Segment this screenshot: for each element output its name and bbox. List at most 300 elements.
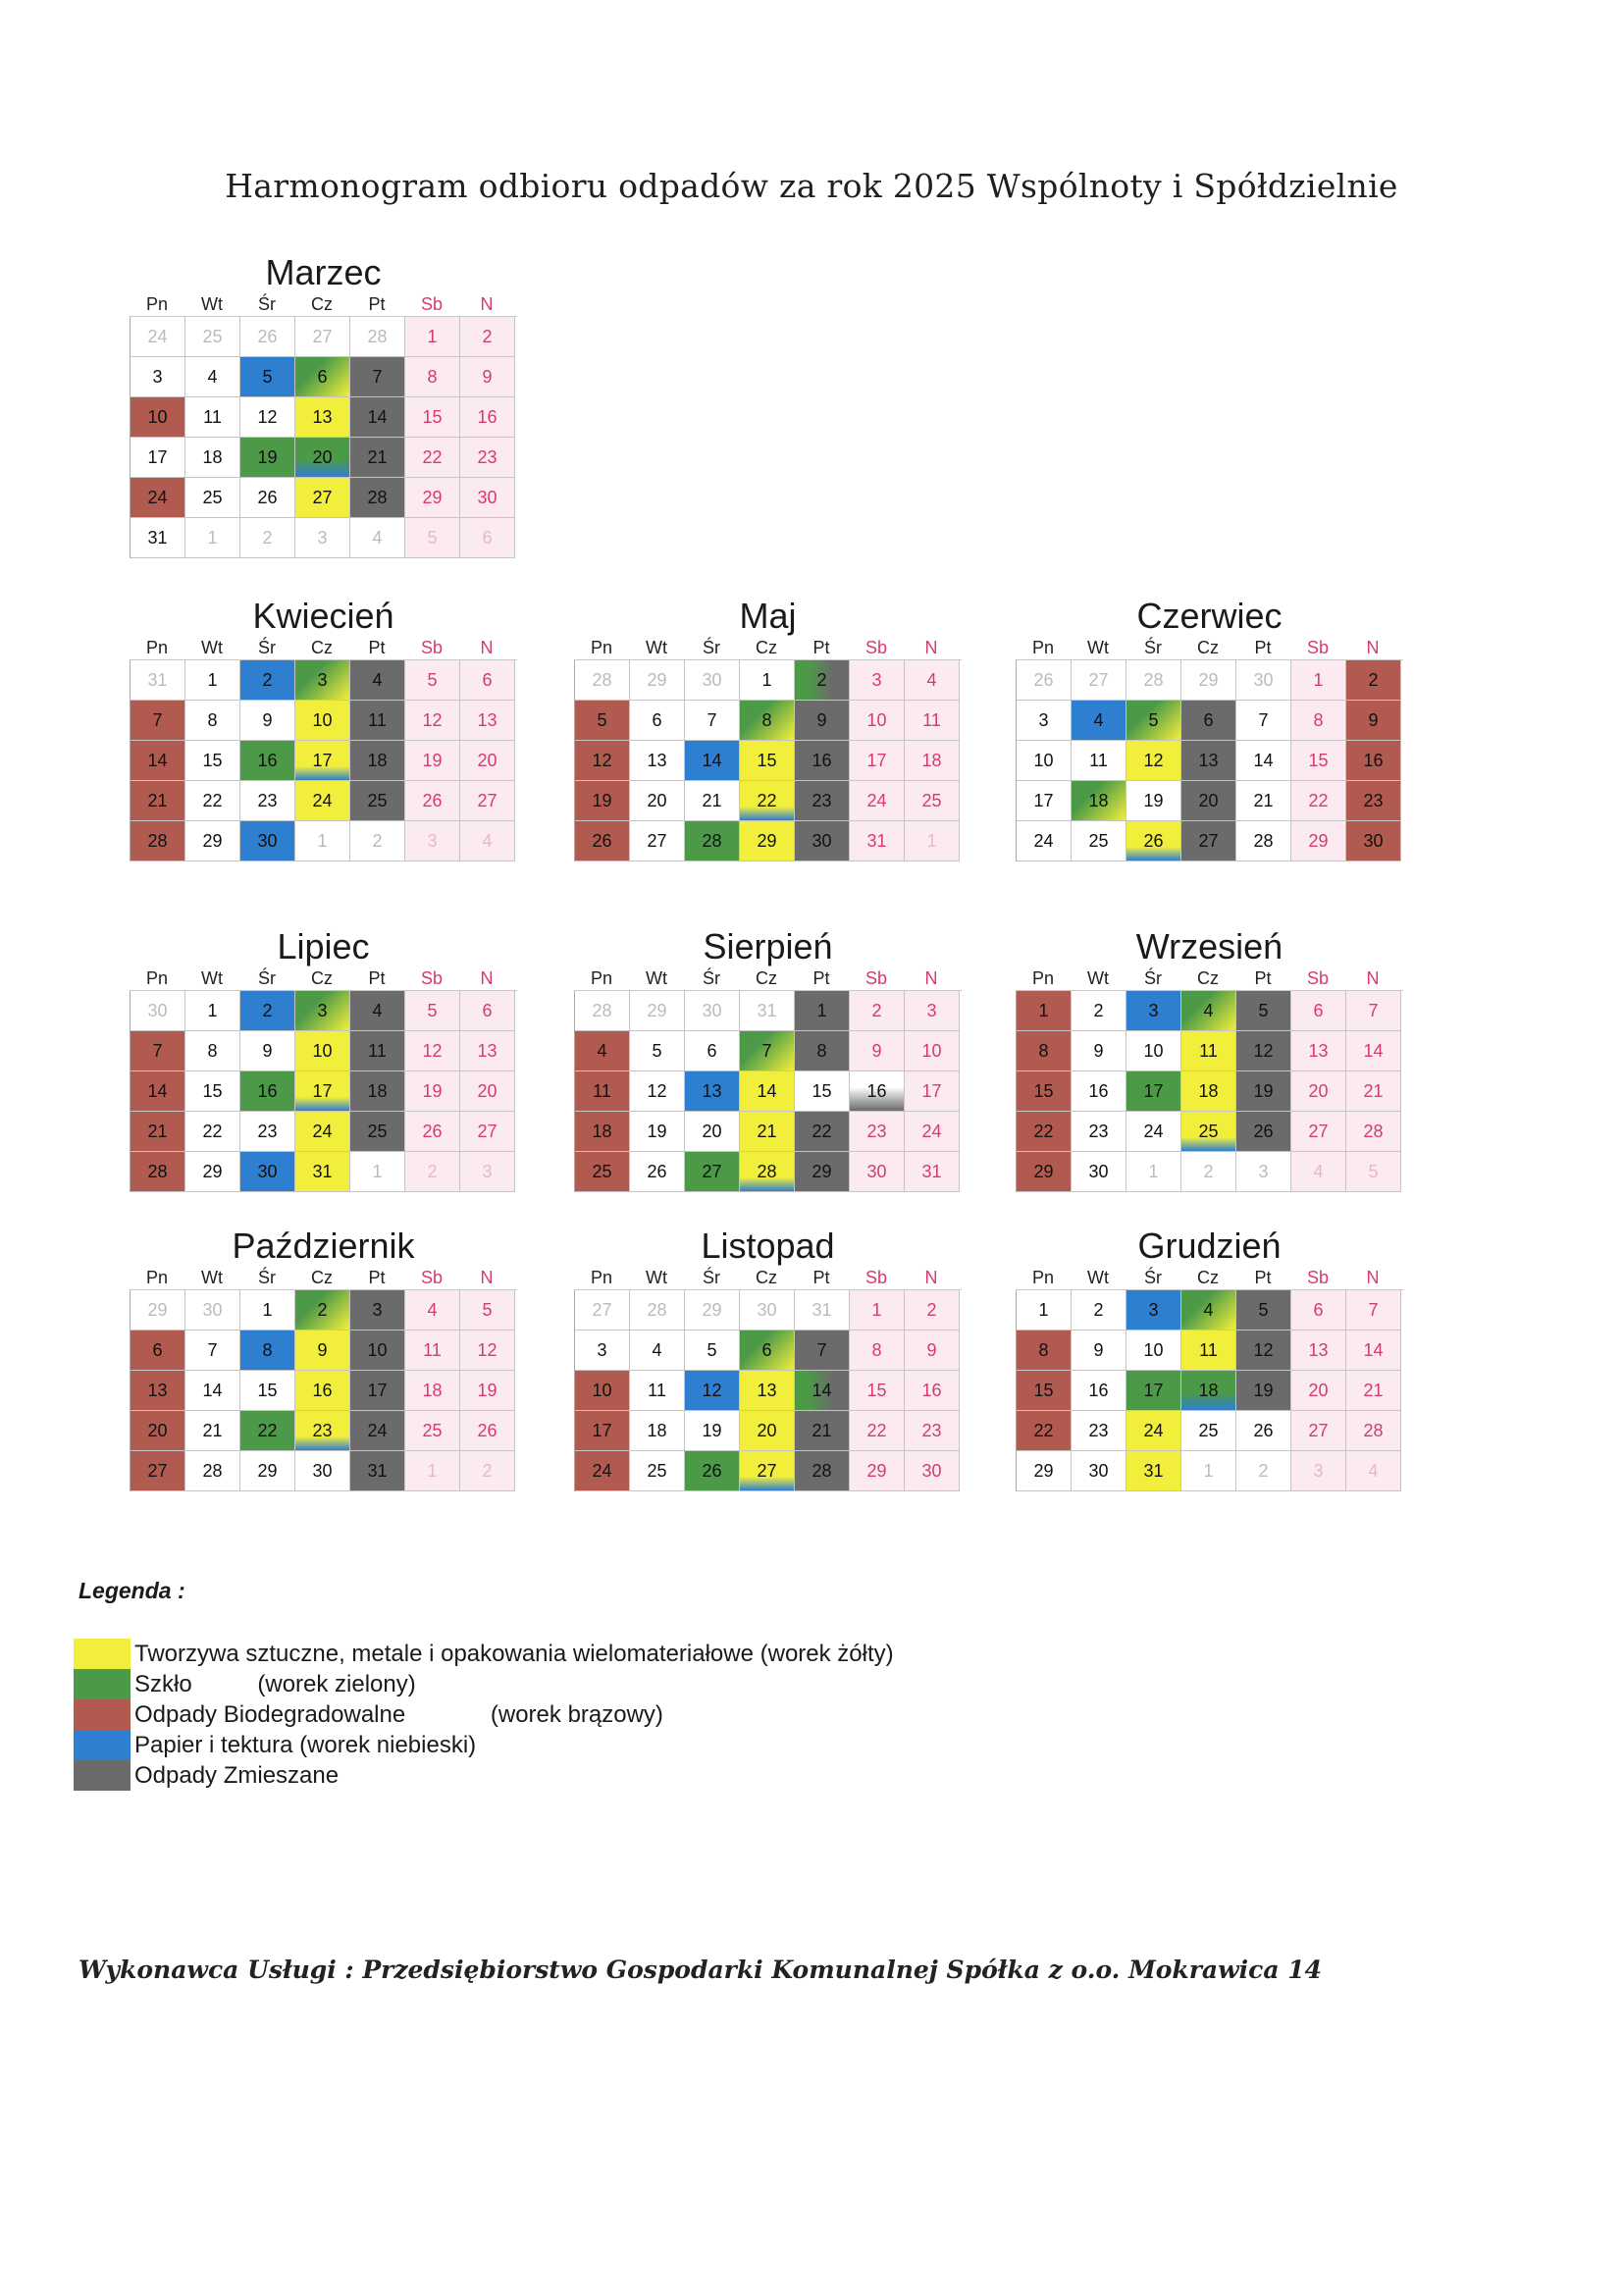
- calendar-day: 1: [795, 991, 850, 1031]
- calendar-day: 29: [405, 478, 460, 518]
- calendar-day: 20: [131, 1411, 185, 1451]
- calendar-day: 16: [1346, 741, 1401, 781]
- calendar-day: 31: [850, 821, 905, 861]
- calendar-day: 21: [1346, 1371, 1401, 1411]
- weekday-label: Wt: [201, 294, 223, 314]
- weekday-header: [130, 292, 517, 317]
- calendar-day: 4: [905, 660, 960, 701]
- calendar-day: 20: [630, 781, 685, 821]
- calendar-day: 27: [1181, 821, 1236, 861]
- calendar-day: 14: [1346, 1331, 1401, 1371]
- month-calendar: [1016, 597, 1403, 861]
- month-name: Kwiecień: [252, 596, 394, 636]
- weekday-label: N: [1366, 638, 1380, 657]
- weekday-label: Pn: [1031, 638, 1055, 657]
- calendar-day: 29: [795, 1152, 850, 1192]
- calendar-day-outside: 30: [131, 991, 185, 1031]
- calendar-day: 4: [1181, 991, 1236, 1031]
- calendar-day: 16: [1072, 1371, 1126, 1411]
- calendar-day: 6: [630, 701, 685, 741]
- calendar-day: 24: [131, 478, 185, 518]
- month-name: Listopad: [701, 1226, 835, 1266]
- calendar-day: 6: [1181, 701, 1236, 741]
- calendar-day: 19: [1236, 1071, 1291, 1112]
- calendar-day: 7: [185, 1331, 240, 1371]
- calendar-day: 2: [1346, 660, 1401, 701]
- calendar-day: 8: [1291, 701, 1346, 741]
- calendar-day: 5: [405, 991, 460, 1031]
- calendar-day-outside: 1: [405, 1451, 460, 1491]
- calendar-day: 30: [240, 821, 295, 861]
- calendar-day: 17: [131, 438, 185, 478]
- calendar-day: 18: [1181, 1371, 1236, 1411]
- weekday-header: [574, 636, 962, 660]
- weekday-label: Cz: [1197, 638, 1219, 657]
- calendar-day: 11: [575, 1071, 630, 1112]
- calendar-day: 24: [905, 1112, 960, 1152]
- month-calendar: [1016, 927, 1403, 1192]
- calendar-day: 23: [1072, 1112, 1126, 1152]
- calendar-day: 19: [240, 438, 295, 478]
- legend-label: Odpady Biodegradowalne (worek brązowy): [134, 1700, 663, 1728]
- calendar-day: 18: [1072, 781, 1126, 821]
- calendar-day: 15: [740, 741, 795, 781]
- calendar-day: 8: [1017, 1331, 1072, 1371]
- weekday-label: N: [480, 638, 494, 657]
- weekday-label: Wt: [646, 638, 667, 657]
- calendar-day: 18: [630, 1411, 685, 1451]
- calendar-day: 2: [850, 991, 905, 1031]
- calendar-day: 30: [295, 1451, 350, 1491]
- calendar-day: 14: [740, 1071, 795, 1112]
- weekday-label: Sb: [864, 1268, 888, 1287]
- weekday-label: Sb: [1306, 968, 1330, 988]
- weekday-label: Sb: [420, 1268, 444, 1287]
- calendar-day: 29: [1017, 1451, 1072, 1491]
- calendar-day: 24: [295, 1112, 350, 1152]
- calendar-day-outside: 31: [131, 660, 185, 701]
- calendar-day: 5: [630, 1031, 685, 1071]
- calendar-day: 17: [850, 741, 905, 781]
- weekday-label: N: [924, 1268, 938, 1287]
- calendar-day: 5: [460, 1290, 515, 1331]
- calendar-day-outside: 29: [630, 991, 685, 1031]
- weekday-label: Pn: [145, 968, 169, 988]
- page-title: Harmonogram odbioru odpadów za rok 2025 Wspólnoty i Spółdzielnie: [225, 167, 1398, 205]
- calendar-day: 8: [185, 701, 240, 741]
- weekday-label: Cz: [756, 968, 777, 988]
- calendar-day: 10: [131, 397, 185, 438]
- calendar-day-outside: 28: [630, 1290, 685, 1331]
- calendar-day: 22: [1291, 781, 1346, 821]
- calendar-day: 18: [575, 1112, 630, 1152]
- calendar-day: 19: [405, 1071, 460, 1112]
- weekday-label: Pt: [1254, 1268, 1272, 1287]
- calendar-day: 24: [1017, 821, 1072, 861]
- calendar-day: 1: [405, 317, 460, 357]
- calendar-day: 10: [295, 701, 350, 741]
- calendar-day: 22: [185, 1112, 240, 1152]
- calendar-day: 25: [185, 478, 240, 518]
- weekday-label: Pt: [812, 968, 830, 988]
- calendar-day: 3: [1126, 991, 1181, 1031]
- calendar-day-outside: 2: [1236, 1451, 1291, 1491]
- calendar-day: 29: [1291, 821, 1346, 861]
- calendar-day-outside: 1: [905, 821, 960, 861]
- calendar-day: 17: [575, 1411, 630, 1451]
- month-name: Wrzesień: [1135, 926, 1283, 966]
- calendar-day: 28: [1346, 1112, 1401, 1152]
- calendar-day: 28: [1346, 1411, 1401, 1451]
- calendar-day: 22: [405, 438, 460, 478]
- month-calendar: [130, 927, 517, 1192]
- weekday-label: Wt: [201, 638, 223, 657]
- month-name: Grudzień: [1137, 1226, 1282, 1266]
- calendar-day: 25: [350, 1112, 405, 1152]
- calendar-day-outside: 1: [185, 518, 240, 558]
- weekday-label: N: [480, 1268, 494, 1287]
- calendar-day: 10: [1017, 741, 1072, 781]
- calendar-day: 5: [1236, 991, 1291, 1031]
- calendar-day: 3: [575, 1331, 630, 1371]
- calendar-day: 10: [905, 1031, 960, 1071]
- calendar-day: 4: [630, 1331, 685, 1371]
- calendar-day: 20: [1181, 781, 1236, 821]
- calendar-day: 16: [905, 1371, 960, 1411]
- calendar-day: 12: [1126, 741, 1181, 781]
- calendar-day: 20: [460, 741, 515, 781]
- calendar-day: 14: [350, 397, 405, 438]
- calendar-day-outside: 30: [1236, 660, 1291, 701]
- calendar-day: 6: [1291, 991, 1346, 1031]
- calendar-day: 19: [630, 1112, 685, 1152]
- calendar-day-outside: 28: [1126, 660, 1181, 701]
- calendar-day: 26: [240, 478, 295, 518]
- calendar-day: 28: [685, 821, 740, 861]
- calendar-day: 14: [795, 1371, 850, 1411]
- calendar-day: 29: [850, 1451, 905, 1491]
- weekday-label: N: [480, 294, 494, 314]
- calendar-day: 15: [795, 1071, 850, 1112]
- calendar-day: 29: [740, 821, 795, 861]
- weekday-label: Wt: [646, 1268, 667, 1287]
- calendar-day: 11: [1072, 741, 1126, 781]
- calendar-day: 23: [240, 1112, 295, 1152]
- calendar-day: 7: [1346, 991, 1401, 1031]
- weekday-label: Sb: [1306, 1268, 1330, 1287]
- calendar-day: 18: [1181, 1071, 1236, 1112]
- calendar-day: 8: [795, 1031, 850, 1071]
- calendar-day: 3: [1126, 1290, 1181, 1331]
- footer-contractor: Wykonawca Usługi : Przedsiębiorstwo Gospodarki Komunalnej Spółka z o.o. Mokrawica 14: [79, 1956, 1323, 1984]
- calendar-day: 22: [1017, 1411, 1072, 1451]
- calendar-day: 2: [905, 1290, 960, 1331]
- month-calendar: [130, 597, 517, 861]
- calendar-day: 28: [131, 1152, 185, 1192]
- legend-label: Tworzywa sztuczne, metale i opakowania wielomateriałowe (worek żółty): [134, 1640, 894, 1667]
- calendar-day: 28: [740, 1152, 795, 1192]
- weekday-label: Sb: [1306, 638, 1330, 657]
- weekday-label: N: [924, 638, 938, 657]
- weekday-label: Śr: [258, 1268, 276, 1287]
- calendar-day: 9: [795, 701, 850, 741]
- calendar-day: 12: [685, 1371, 740, 1411]
- calendar-day: 3: [350, 1290, 405, 1331]
- calendar-day: 30: [795, 821, 850, 861]
- calendar-day: 4: [185, 357, 240, 397]
- calendar-day: 8: [850, 1331, 905, 1371]
- calendar-day-outside: 25: [185, 317, 240, 357]
- calendar-day: 14: [131, 741, 185, 781]
- calendar-day: 27: [460, 781, 515, 821]
- calendar-day-outside: 30: [185, 1290, 240, 1331]
- calendar-day: 19: [685, 1411, 740, 1451]
- month-days-grid: [1016, 991, 1403, 1192]
- calendar-day: 21: [185, 1411, 240, 1451]
- legend-swatch-brown: [74, 1699, 131, 1730]
- calendar-day: 23: [460, 438, 515, 478]
- calendar-day: 7: [1346, 1290, 1401, 1331]
- month-name: Sierpień: [703, 926, 833, 966]
- calendar-day: 25: [1072, 821, 1126, 861]
- month-name: Maj: [739, 596, 797, 636]
- calendar-day: 23: [850, 1112, 905, 1152]
- calendar-day: 2: [295, 1290, 350, 1331]
- calendar-day: 3: [295, 660, 350, 701]
- weekday-label: Pn: [145, 294, 169, 314]
- legend-label: Szkło (worek zielony): [134, 1670, 416, 1697]
- calendar-day: 9: [295, 1331, 350, 1371]
- legend-swatch-blue: [74, 1730, 131, 1760]
- calendar-day-outside: 29: [1181, 660, 1236, 701]
- calendar-day: 15: [850, 1371, 905, 1411]
- month-days-grid: [574, 1290, 962, 1491]
- calendar-day-outside: 27: [575, 1290, 630, 1331]
- calendar-day: 4: [350, 991, 405, 1031]
- calendar-day: 30: [905, 1451, 960, 1491]
- calendar-day: 19: [1236, 1371, 1291, 1411]
- calendar-day: 13: [685, 1071, 740, 1112]
- calendar-day: 13: [740, 1371, 795, 1411]
- calendar-day: 5: [240, 357, 295, 397]
- calendar-day: 2: [1072, 991, 1126, 1031]
- weekday-label: Cz: [311, 1268, 333, 1287]
- calendar-day-outside: 3: [460, 1152, 515, 1192]
- calendar-day: 24: [350, 1411, 405, 1451]
- calendar-day: 17: [295, 741, 350, 781]
- calendar-day: 10: [1126, 1031, 1181, 1071]
- calendar-day: 14: [1346, 1031, 1401, 1071]
- calendar-day: 17: [350, 1371, 405, 1411]
- calendar-day-outside: 24: [131, 317, 185, 357]
- calendar-day: 18: [405, 1371, 460, 1411]
- weekday-label: Pn: [145, 1268, 169, 1287]
- calendar-day: 1: [185, 991, 240, 1031]
- calendar-day: 12: [630, 1071, 685, 1112]
- calendar-day: 26: [1236, 1112, 1291, 1152]
- weekday-header: [1016, 966, 1403, 991]
- calendar-day: 31: [295, 1152, 350, 1192]
- calendar-day: 25: [575, 1152, 630, 1192]
- calendar-day-outside: 26: [240, 317, 295, 357]
- calendar-day: 22: [240, 1411, 295, 1451]
- calendar-day: 29: [1017, 1152, 1072, 1192]
- calendar-day: 26: [575, 821, 630, 861]
- calendar-day-outside: 29: [685, 1290, 740, 1331]
- calendar-day: 2: [240, 660, 295, 701]
- calendar-day: 11: [905, 701, 960, 741]
- month-name: Lipiec: [277, 926, 370, 966]
- calendar-day: 31: [350, 1451, 405, 1491]
- calendar-day: 7: [1236, 701, 1291, 741]
- calendar-day: 26: [1126, 821, 1181, 861]
- calendar-day: 30: [1072, 1451, 1126, 1491]
- legend-heading: Legenda :: [79, 1578, 185, 1603]
- legend-label: Odpady Zmieszane: [134, 1761, 340, 1789]
- weekday-label: Cz: [311, 968, 333, 988]
- calendar-day: 25: [405, 1411, 460, 1451]
- calendar-day: 13: [1291, 1331, 1346, 1371]
- calendar-day: 1: [1017, 991, 1072, 1031]
- weekday-header: [1016, 1266, 1403, 1290]
- calendar-day: 16: [795, 741, 850, 781]
- weekday-label: Wt: [201, 1268, 223, 1287]
- calendar-day: 18: [185, 438, 240, 478]
- calendar-day: 6: [295, 357, 350, 397]
- calendar-day: 24: [1126, 1112, 1181, 1152]
- calendar-day: 20: [740, 1411, 795, 1451]
- calendar-day: 9: [460, 357, 515, 397]
- legend-swatch-yellow: [74, 1639, 131, 1669]
- calendar-day: 11: [185, 397, 240, 438]
- calendar-day-outside: 30: [685, 660, 740, 701]
- calendar-day: 13: [295, 397, 350, 438]
- calendar-day: 6: [460, 991, 515, 1031]
- calendar-day-outside: 6: [460, 518, 515, 558]
- calendar-day: 8: [240, 1331, 295, 1371]
- calendar-day: 7: [131, 1031, 185, 1071]
- weekday-label: Sb: [864, 638, 888, 657]
- calendar-day: 14: [131, 1071, 185, 1112]
- calendar-day-outside: 4: [460, 821, 515, 861]
- calendar-day: 13: [460, 701, 515, 741]
- weekday-label: N: [1366, 1268, 1380, 1287]
- calendar-day: 28: [185, 1451, 240, 1491]
- calendar-day: 10: [1126, 1331, 1181, 1371]
- weekday-label: Pn: [590, 638, 613, 657]
- calendar-day: 15: [185, 741, 240, 781]
- calendar-day: 21: [740, 1112, 795, 1152]
- calendar-day: 24: [850, 781, 905, 821]
- calendar-day: 22: [740, 781, 795, 821]
- calendar-day: 27: [1291, 1112, 1346, 1152]
- calendar-day: 21: [685, 781, 740, 821]
- calendar-day: 14: [1236, 741, 1291, 781]
- calendar-day: 11: [350, 701, 405, 741]
- legend-item-mixed: [74, 1760, 339, 1791]
- calendar-day: 4: [1181, 1290, 1236, 1331]
- calendar-day: 1: [850, 1290, 905, 1331]
- calendar-day: 7: [685, 701, 740, 741]
- calendar-day: 5: [575, 701, 630, 741]
- calendar-day-outside: 1: [350, 1152, 405, 1192]
- weekday-label: Wt: [1087, 1268, 1109, 1287]
- month-calendar: [574, 597, 962, 861]
- calendar-day: 8: [405, 357, 460, 397]
- calendar-day-outside: 30: [740, 1290, 795, 1331]
- calendar-day: 29: [185, 821, 240, 861]
- calendar-day: 13: [131, 1371, 185, 1411]
- weekday-label: Pt: [368, 294, 386, 314]
- calendar-day: 4: [350, 660, 405, 701]
- calendar-day: 3: [905, 991, 960, 1031]
- calendar-day: 25: [1181, 1112, 1236, 1152]
- calendar-day: 16: [850, 1071, 905, 1112]
- calendar-day: 9: [850, 1031, 905, 1071]
- calendar-day: 29: [185, 1152, 240, 1192]
- calendar-day: 2: [240, 991, 295, 1031]
- month-days-grid: [130, 660, 517, 861]
- calendar-day: 24: [1126, 1411, 1181, 1451]
- weekday-label: Sb: [420, 638, 444, 657]
- weekday-label: Pt: [368, 968, 386, 988]
- calendar-day: 7: [795, 1331, 850, 1371]
- calendar-day-outside: 27: [1072, 660, 1126, 701]
- calendar-day: 20: [1291, 1071, 1346, 1112]
- calendar-day: 26: [460, 1411, 515, 1451]
- calendar-day: 9: [905, 1331, 960, 1371]
- month-name: Czerwiec: [1136, 596, 1283, 636]
- month-days-grid: [1016, 660, 1403, 861]
- legend-swatch-green: [74, 1669, 131, 1699]
- calendar-day: 25: [350, 781, 405, 821]
- weekday-label: Pn: [590, 1268, 613, 1287]
- calendar-day: 22: [795, 1112, 850, 1152]
- calendar-day: 21: [350, 438, 405, 478]
- calendar-day: 6: [1291, 1290, 1346, 1331]
- calendar-day-outside: 31: [795, 1290, 850, 1331]
- weekday-label: Wt: [1087, 638, 1109, 657]
- calendar-day: 16: [460, 397, 515, 438]
- weekday-label: Sb: [420, 968, 444, 988]
- calendar-day: 21: [795, 1411, 850, 1451]
- calendar-day: 6: [460, 660, 515, 701]
- calendar-day: 22: [1017, 1112, 1072, 1152]
- calendar-day-outside: 4: [1346, 1451, 1401, 1491]
- weekday-label: Pn: [1031, 968, 1055, 988]
- calendar-day: 13: [630, 741, 685, 781]
- calendar-day: 28: [1236, 821, 1291, 861]
- calendar-day: 17: [295, 1071, 350, 1112]
- calendar-day: 27: [295, 478, 350, 518]
- calendar-day: 25: [905, 781, 960, 821]
- weekday-label: Pt: [368, 1268, 386, 1287]
- calendar-day-outside: 29: [131, 1290, 185, 1331]
- calendar-day: 14: [685, 741, 740, 781]
- calendar-day: 21: [131, 1112, 185, 1152]
- calendar-day: 30: [460, 478, 515, 518]
- weekday-label: N: [480, 968, 494, 988]
- calendar-day: 30: [240, 1152, 295, 1192]
- calendar-day: 23: [240, 781, 295, 821]
- calendar-day-outside: 28: [350, 317, 405, 357]
- calendar-day: 1: [1017, 1290, 1072, 1331]
- weekday-label: Śr: [703, 1268, 720, 1287]
- calendar-day-outside: 1: [295, 821, 350, 861]
- weekday-label: Sb: [864, 968, 888, 988]
- calendar-day: 21: [1236, 781, 1291, 821]
- calendar-day: 23: [1346, 781, 1401, 821]
